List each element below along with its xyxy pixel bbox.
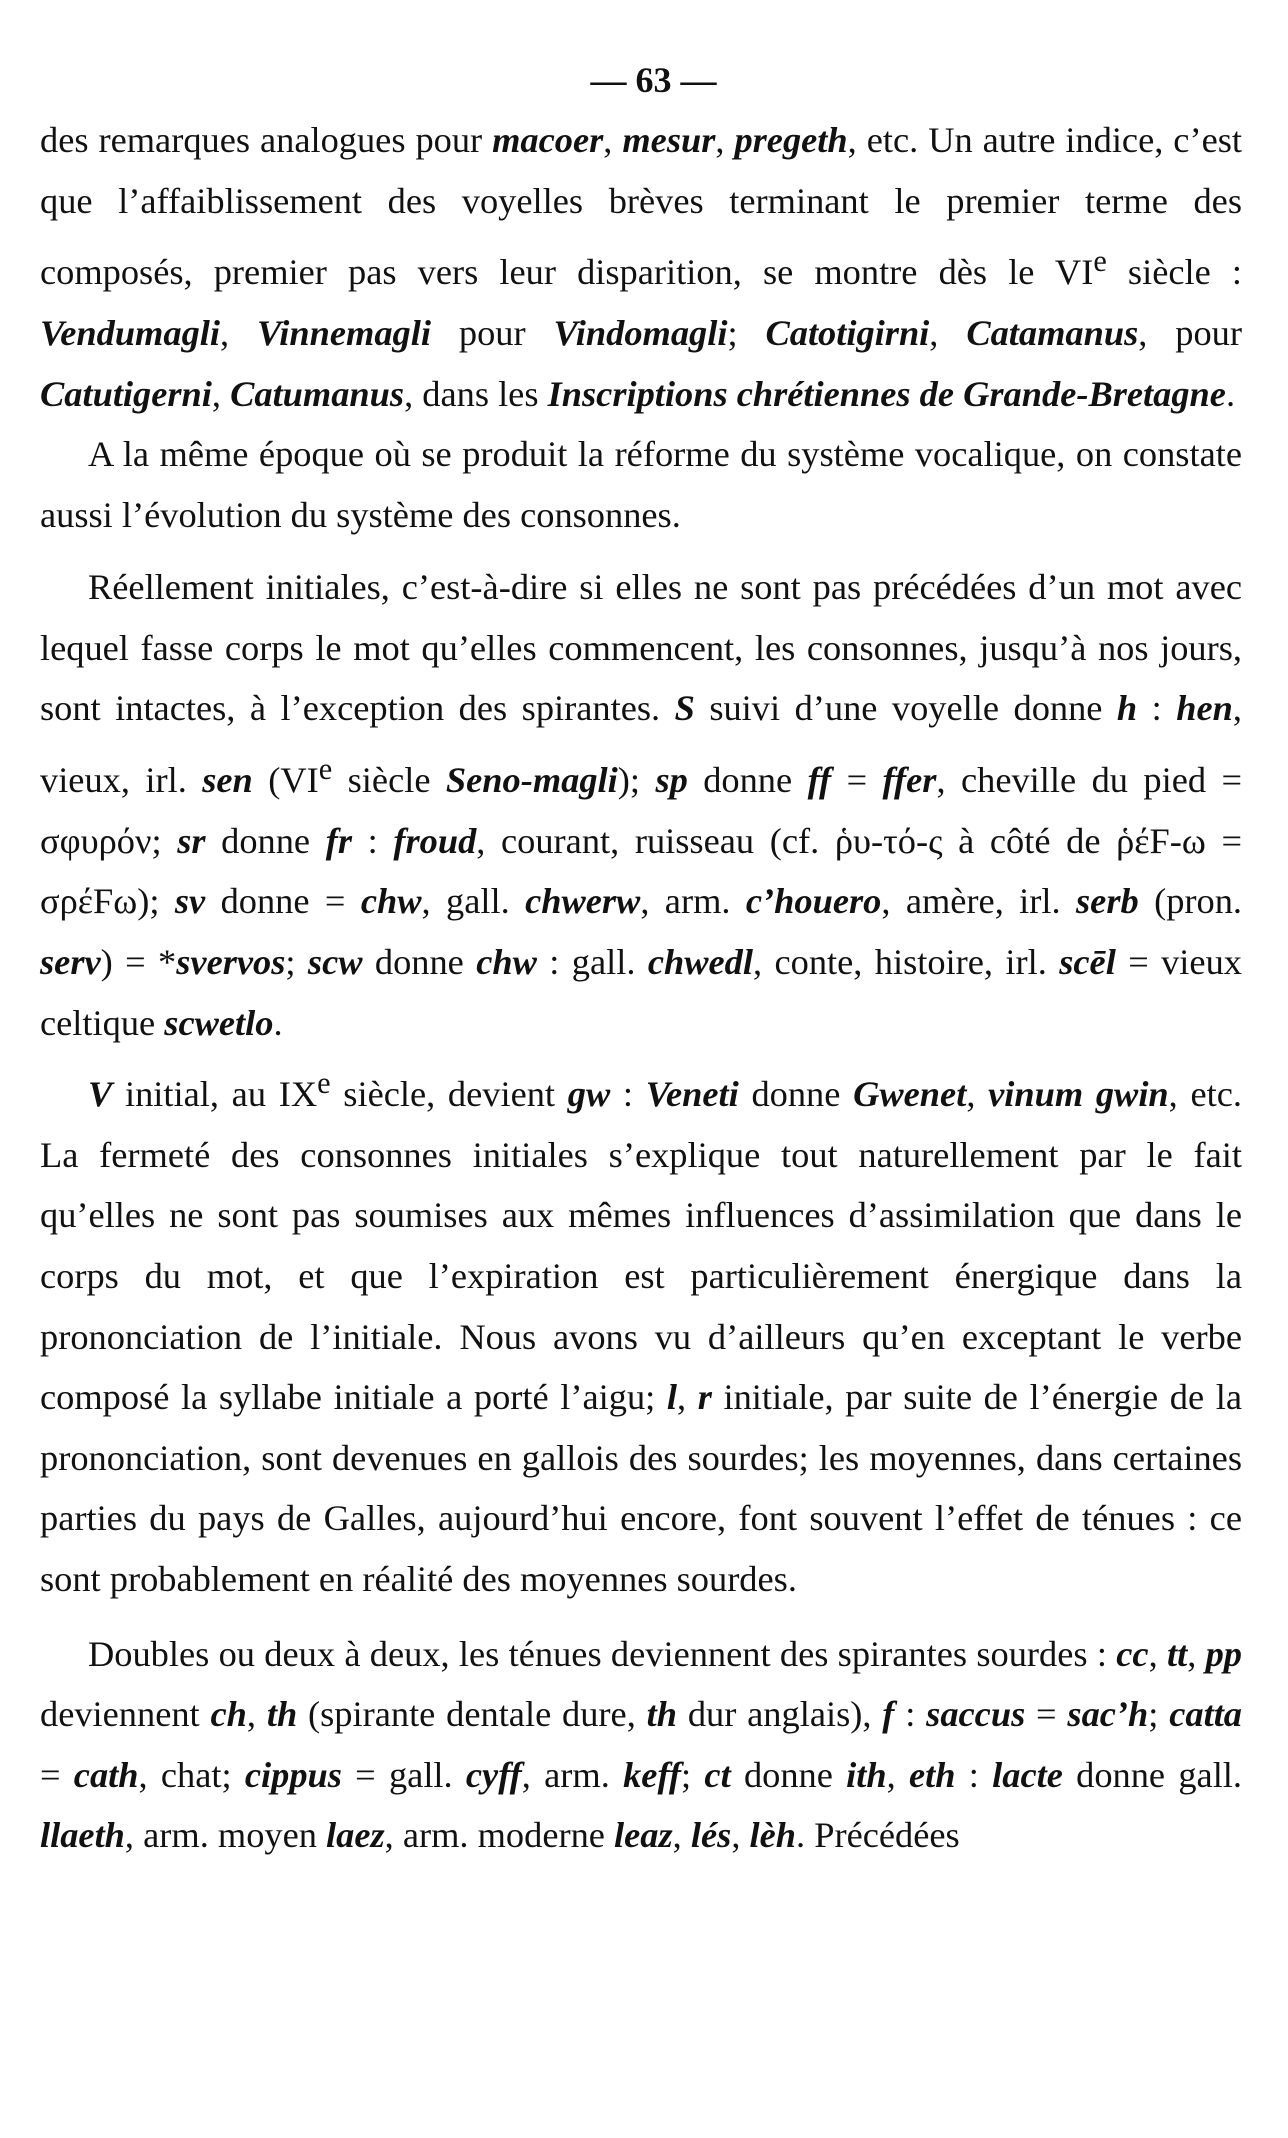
paragraph-2: A la même époque où se produit la réforme du système vocalique, on constate aussi l’évolution du système des consonnes. xyxy=(40,434,1242,535)
paragraph-5: Doubles ou deux à deux, les ténues deviennent des spirantes sourdes : cc, tt, pp deviennent ch, th (spirante dentale dure, th dur anglais), f : saccus = sac’h; catta = cath, chat; cippus = gall. cyff, arm. keff; ct donne ith, eth : lacte donne gall. llaeth, arm. moyen laez, arm. moderne leaz, lés, lèh. Précédées xyxy=(40,1633,1243,1856)
paragraph-4: V initial, au IXe siècle, devient gw : Veneti donne Gwenet, vinum gwin, etc. La fermeté des consonnes initiales s’explique tout naturellement par le fait qu’elles ne sont pas soumises aux mêmes influences d’assimilation que dans le corps du mot, et que l’expiration est particulièrement énergique dans la prononciation de l’initiale. Nous avons vu d’ailleurs qu’en exceptant le verbe composé la syllabe initiale a porté l’aigu; l, r initiale, par suite de l’énergie de la prononciation, sont devenues en gallois des sourdes; les moyennes, dans certaines parties du pays de Galles, aujourd’hui encore, font souvent l’effet de ténues : ce sont probablement en réalité des moyennes sourdes. xyxy=(40,1066,1242,1600)
paragraph-1: des remarques analogues pour macoer, mesur, pregeth, etc. Un autre indice, c’est que l’affaiblissement des voyelles brèves terminant le premier terme des composés, premier pas vers leur disparition, se montre dès le VIe siècle : Vendumagli, Vinnemagli pour Vindomagli; Catotigirni, Catamanus, pour Catutigerni, Catumanus, dans les Inscriptions chrétiennes de Grande-Bretagne. xyxy=(40,120,1242,414)
page-number: — 63 — xyxy=(590,60,717,100)
paragraph-3: Réellement initiales, c’est-à-dire si elles ne sont pas précédées d’un mot avec lequel fasse corps le mot qu’elles commencent, les consonnes, jusqu’à nos jours, sont intactes, à l’exception des spirantes. S suivi d’une voyelle donne h : hen, vieux, irl. sen (VIe siècle Seno-magli); sp donne ff = ffer, cheville du pied = σφυρόν; sr donne fr : froud, courant, ruisseau (cf. ῥυ-τό-ς à côté de ῥέϜ-ω = σρέϜω); sv donne = chw, gall. chwerw, arm. c’houero, amère, irl. serb (pron. serv) = *svervos; scw donne chw : gall. chwedl, conte, histoire, irl. scēl = vieux celtique scwetlo. xyxy=(40,567,1242,1043)
